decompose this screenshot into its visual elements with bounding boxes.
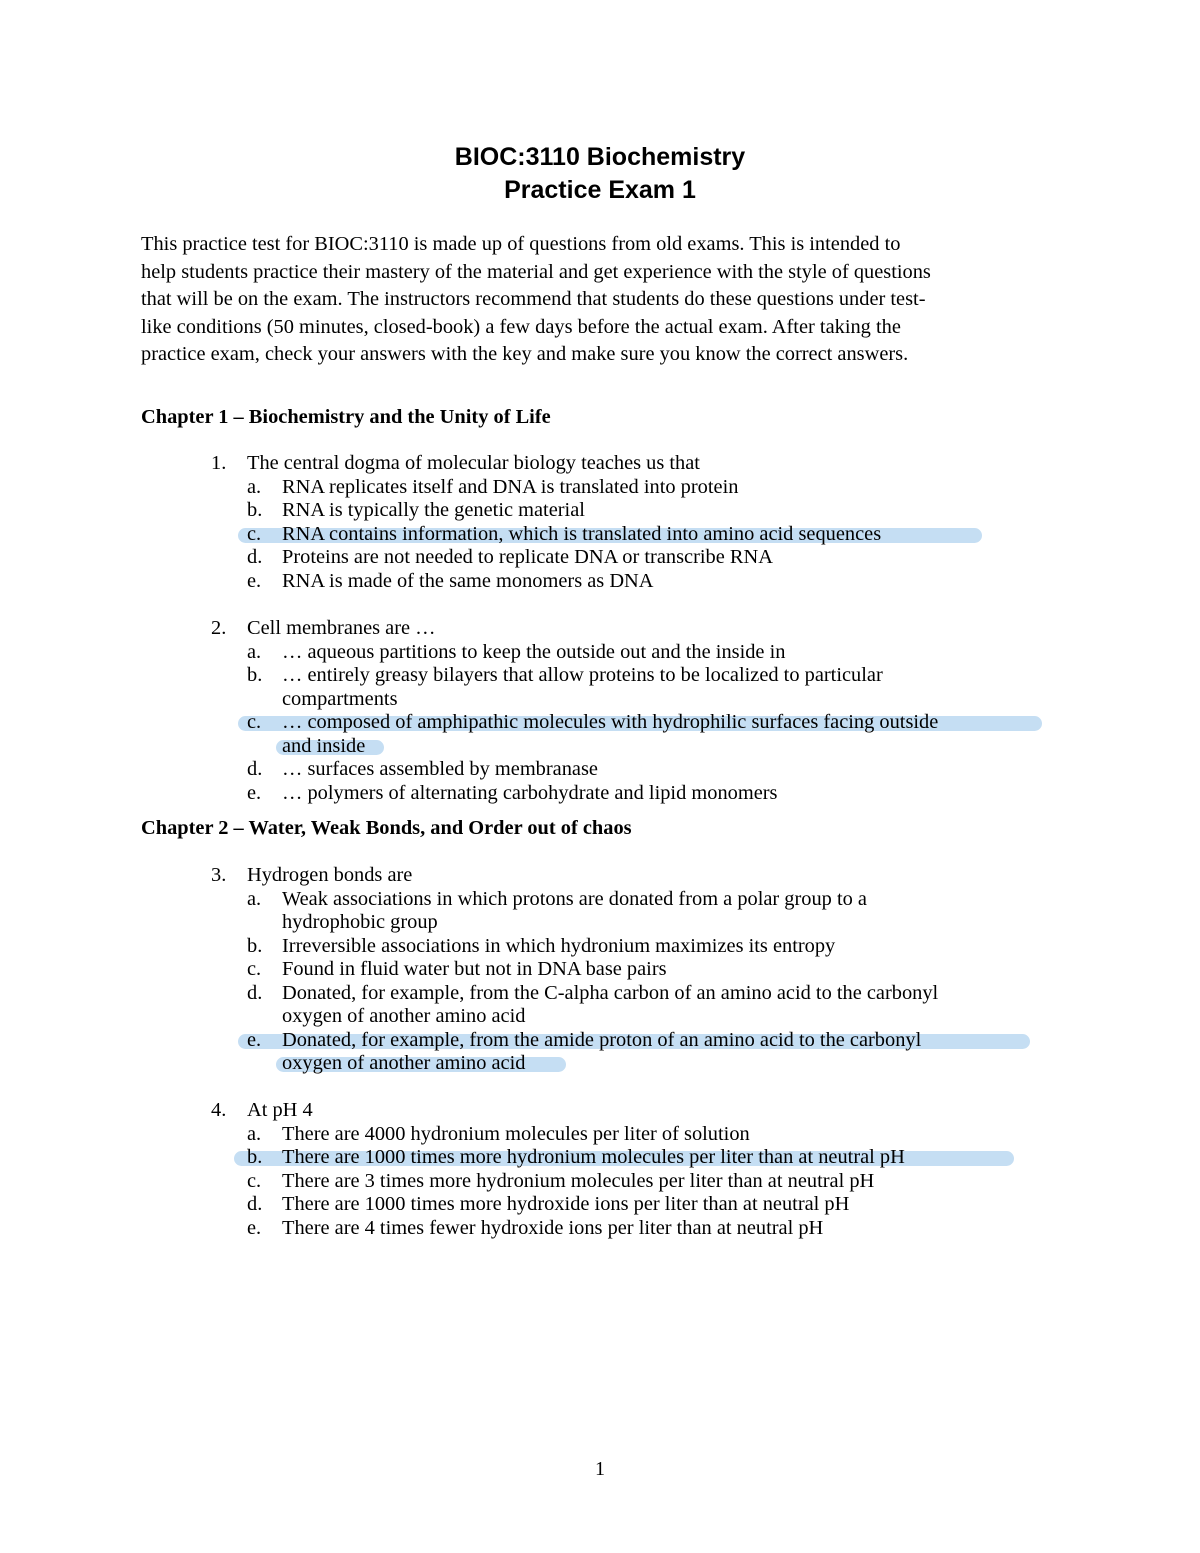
intro-line: help students practice their mastery of the material and get experience with the style of questions (141, 260, 931, 283)
question-text: Cell membranes are … (247, 617, 436, 639)
question-text: Hydrogen bonds are (247, 864, 413, 886)
question-3 (0, 864, 1200, 1076)
option-e-continued (0, 1052, 1200, 1076)
option-c-highlighted (0, 523, 1200, 547)
option-text: Found in fluid water but not in DNA base pairs (282, 958, 667, 980)
document-title: BIOC:3110 Biochemistry (454, 143, 746, 171)
option-text: oxygen of another amino acid (282, 1005, 526, 1027)
intro-line: practice exam, check your answers with the key and make sure you know the correct answers. (141, 343, 909, 365)
option-text: RNA is made of the same monomers as DNA (282, 569, 654, 592)
option-d (0, 982, 1200, 1006)
option-e-highlighted (0, 1029, 1200, 1053)
option-letter: c. (247, 711, 262, 733)
option-text: … surfaces assembled by membranase (282, 758, 598, 780)
option-letter: e. (247, 1028, 262, 1051)
option-text: … aqueous partitions to keep the outside out and the inside in (282, 640, 786, 663)
option-a (0, 888, 1200, 912)
option-letter: d. (247, 758, 263, 780)
option-letter: a. (247, 640, 262, 663)
chapter-2-heading: Chapter 2 – Water, Weak Bonds, and Order out of chaos (141, 817, 632, 839)
option-letter: c. (247, 958, 262, 980)
option-text: There are 1000 times more hydronium molecules per liter than at neutral pH (282, 1146, 905, 1168)
option-text: RNA is typically the genetic material (282, 499, 585, 521)
option-text: oxygen of another amino acid (282, 1052, 526, 1074)
question-2 (0, 617, 1200, 805)
option-e (0, 570, 1200, 594)
intro-paragraph (141, 231, 1066, 369)
option-letter: e. (247, 781, 262, 804)
option-text: Proteins are not needed to replicate DNA or transcribe RNA (282, 546, 773, 568)
option-letter: c. (247, 1169, 262, 1192)
option-a (0, 1123, 1200, 1147)
option-b-continued (0, 688, 1200, 712)
option-e (0, 1217, 1200, 1241)
option-text: There are 4000 hydronium molecules per liter of solution (282, 1122, 750, 1145)
option-text: Irreversible associations in which hydronium maximizes its entropy (282, 934, 836, 957)
option-d (0, 758, 1200, 782)
intro-line: that will be on the exam. The instructors recommend that students do these questions under test- (141, 288, 926, 310)
option-text: RNA contains information, which is translated into amino acid sequences (282, 522, 882, 545)
option-letter: a. (247, 887, 262, 910)
option-letter: b. (247, 934, 263, 957)
option-d (0, 546, 1200, 570)
option-c (0, 1170, 1200, 1194)
question-text: At pH 4 (247, 1099, 313, 1121)
option-letter: b. (247, 1146, 263, 1168)
intro-line: This practice test for BIOC:3110 is made up of questions from old exams. This is intended to (141, 233, 901, 255)
intro-line: like conditions (50 minutes, closed-book) a few days before the actual exam. After taking the (141, 315, 901, 338)
chapter-1-heading: Chapter 1 – Biochemistry and the Unity of Life (141, 406, 551, 428)
option-b (0, 935, 1200, 959)
option-e (0, 782, 1200, 806)
option-text: … entirely greasy bilayers that allow proteins to be localized to particular (282, 664, 883, 686)
question-number: 2. (211, 617, 227, 639)
question-number: 1. (211, 452, 227, 474)
question-number: 4. (211, 1099, 227, 1121)
option-c-highlighted (0, 711, 1200, 735)
option-d (0, 1193, 1200, 1217)
option-text: Weak associations in which protons are donated from a polar group to a (282, 887, 867, 910)
option-letter: a. (247, 1122, 262, 1145)
option-c (0, 958, 1200, 982)
page-number: 1 (595, 1458, 605, 1480)
option-a (0, 476, 1200, 500)
option-text: There are 1000 times more hydroxide ions per liter than at neutral pH (282, 1193, 850, 1215)
option-a-continued (0, 911, 1200, 935)
option-text: Donated, for example, from the amide proton of an amino acid to the carbonyl (282, 1028, 922, 1051)
document-subtitle: Practice Exam 1 (504, 176, 696, 204)
option-text: and inside (282, 734, 366, 757)
option-letter: d. (247, 546, 263, 568)
option-letter: e. (247, 569, 262, 592)
option-b (0, 664, 1200, 688)
option-b-highlighted (0, 1146, 1200, 1170)
question-4 (0, 1099, 1200, 1240)
option-c-continued (0, 735, 1200, 759)
option-text: … composed of amphipathic molecules with hydrophilic surfaces facing outside (282, 711, 939, 733)
option-letter: b. (247, 499, 263, 521)
option-text: There are 3 times more hydronium molecules per liter than at neutral pH (282, 1169, 875, 1192)
option-letter: c. (247, 522, 262, 545)
option-letter: a. (247, 475, 262, 498)
option-d-continued (0, 1005, 1200, 1029)
question-number: 3. (211, 864, 227, 886)
option-letter: b. (247, 664, 263, 686)
option-a (0, 641, 1200, 665)
option-text: … polymers of alternating carbohydrate and lipid monomers (282, 781, 778, 804)
option-b (0, 499, 1200, 523)
option-letter: d. (247, 981, 263, 1004)
option-text: hydrophobic group (282, 911, 438, 933)
option-text: There are 4 times fewer hydroxide ions per liter than at neutral pH (282, 1216, 824, 1239)
option-text: Donated, for example, from the C-alpha carbon of an amino acid to the carbonyl (282, 981, 939, 1004)
option-text: compartments (282, 687, 398, 710)
question-text: The central dogma of molecular biology teaches us that (247, 452, 700, 474)
option-text: RNA replicates itself and DNA is translated into protein (282, 475, 739, 498)
question-1 (0, 452, 1200, 593)
option-letter: d. (247, 1193, 263, 1215)
option-letter: e. (247, 1216, 262, 1239)
